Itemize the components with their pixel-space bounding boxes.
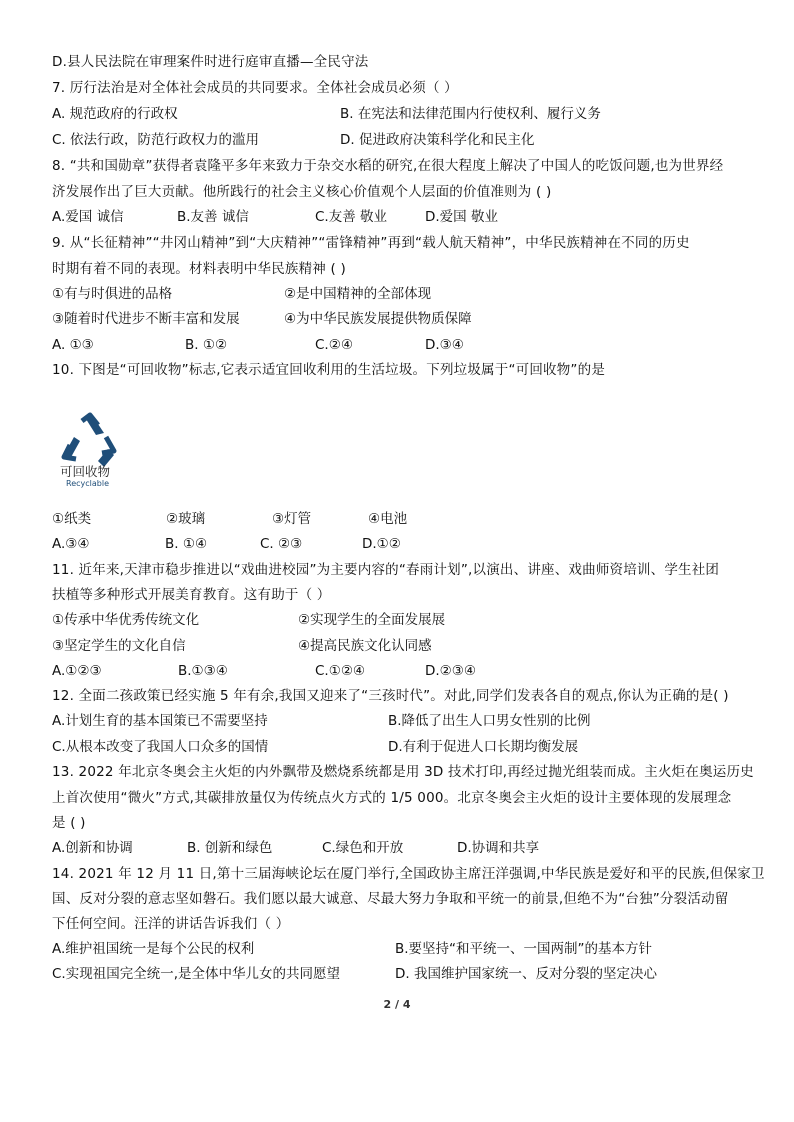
q9-stem-line2: 时期有着不同的表现。材料表明中华民族精神 ( ) (52, 261, 346, 277)
q14-option-d: D. 我国维护国家统一、反对分裂的坚定决心 (395, 966, 657, 982)
q13-option-d: D.协调和共享 (457, 840, 540, 856)
q9-item-2: ②是中国精神的全部体现 (284, 286, 432, 302)
q14-option-a: A.维护祖国统一是每个公民的权利 (52, 941, 255, 957)
q7-option-b: B. 在宪法和法律范围内行使权利、履行义务 (340, 106, 601, 122)
q6-option-d: D.县人民法院在审理案件时进行庭审直播—全民守法 (52, 54, 369, 70)
q11-item-1: ①传承中华优秀传统文化 (52, 612, 200, 628)
q10-item-2: ②玻璃 (166, 511, 206, 527)
q9-option-c: C.②④ (315, 337, 353, 353)
q11-stem-line2: 扶植等多种形式开展美育教育。这有助于（ ） (52, 587, 331, 603)
q8-stem-line2: 济发展作出了巨大贡献。他所践行的社会主义核心价值观个人层面的价值准则为 ( ) (52, 184, 552, 200)
q11-option-d: D.②③④ (425, 663, 476, 679)
q10-item-4: ④电池 (368, 511, 408, 527)
q11-option-a: A.①②③ (52, 663, 102, 679)
q8-option-b: B.友善 诚信 (177, 209, 249, 225)
q11-option-b: B.①③④ (178, 663, 228, 679)
recyclable-label-cn: 可回收物 (60, 464, 111, 479)
q14-option-b: B.要坚持“和平统一、一国两制”的基本方针 (395, 941, 653, 957)
q13-option-b: B. 创新和绿色 (187, 840, 273, 856)
q9-option-d: D.③④ (425, 337, 464, 353)
q7-option-d: D. 促进政府决策科学化和民主化 (340, 132, 535, 148)
q11-item-2: ②实现学生的全面发展展 (298, 612, 446, 628)
q8-option-a: A.爱国 诚信 (52, 209, 124, 225)
q9-stem-line1: 9. 从“长征精神”“井冈山精神”到“大庆精神”“雷锋精神”再到“载人航天精神”，中华民族精神在不同的历史 (52, 235, 690, 251)
q13-option-a: A.创新和协调 (52, 840, 133, 856)
q12-option-c: C.从根本改变了我国人口众多的国情 (52, 739, 269, 755)
q11-option-c: C.①②④ (315, 663, 366, 679)
q10-item-1: ①纸类 (52, 511, 92, 527)
q9-item-3: ③随着时代进步不断丰富和发展 (52, 311, 240, 327)
q12-option-b: B.降低了出生人口男女性别的比例 (388, 713, 591, 729)
q14-stem-line1: 14. 2021 年 12 月 11 日,第十三届海峡论坛在厦门举行,全国政协主席汪洋强调,中华民族是爱好和平的民族,但保家卫 (52, 866, 765, 882)
q8-option-d: D.爱国 敬业 (425, 209, 498, 225)
q8-option-c: C.友善 敬业 (315, 209, 388, 225)
q9-option-b: B. ①② (185, 337, 228, 353)
q12-stem: 12. 全面二孩政策已经实施 5 年有余,我国又迎来了“三孩时代”。对此,同学们发表各自的观点,你认为正确的是( ) (52, 688, 729, 704)
q7-option-c: C. 依法行政，防范行政权力的滥用 (52, 132, 260, 148)
q12-option-d: D.有利于促进人口长期均衡发展 (388, 739, 579, 755)
q13-option-c: C.绿色和开放 (322, 840, 404, 856)
q14-stem-line2: 国、反对分裂的意志坚如磐石。我们愿以最大诚意、尽最大努力争取和平统一的前景,但绝不为“台独”分裂活动留 (52, 891, 729, 907)
q14-option-c: C.实现祖国完全统一,是全体中华儿女的共同愿望 (52, 966, 341, 982)
q13-stem-line1: 13. 2022 年北京冬奥会主火炬的内外飘带及燃烧系统都是用 3D 技术打印,再经过抛光组装而成。主火炬在奥运历史 (52, 764, 754, 780)
q10-stem: 10. 下图是“可回收物”标志,它表示适宜回收利用的生活垃圾。下列垃圾属于“可回收物”的是 (52, 362, 606, 378)
q7-stem: 7. 厉行法治是对全体社会成员的共同要求。全体社会成员必须（ ） (52, 80, 458, 96)
q10-option-b: B. ①④ (165, 536, 208, 552)
q14-stem-line3: 下任何空间。汪洋的讲话告诉我们（ ） (52, 916, 290, 932)
q13-stem-line3: 是 ( ) (52, 815, 86, 831)
q8-stem-line1: 8. “共和国勋章”获得者袁隆平多年来致力于杂交水稻的研究,在很大程度上解决了中国人的吃饭问题,也为世界经 (52, 158, 724, 174)
page-number: 2 / 4 (383, 998, 411, 1011)
q9-item-4: ④为中华民族发展提供物质保障 (284, 311, 472, 327)
q12-option-a: A.计划生育的基本国策已不需要坚持 (52, 713, 268, 729)
q10-option-c: C. ②③ (260, 536, 303, 552)
q10-option-a: A.③④ (52, 536, 90, 552)
q13-stem-line2: 上首次使用“微火”方式,其碳排放量仅为传统点火方式的 1/5 000。北京冬奥会主火炬的设计主要体现的发展理念 (52, 790, 732, 806)
q10-option-d: D.①② (362, 536, 401, 552)
q11-item-3: ③坚定学生的文化自信 (52, 638, 186, 654)
q7-option-a: A. 规范政府的行政权 (52, 106, 178, 122)
q11-item-4: ④提高民族文化认同感 (298, 638, 432, 654)
q9-item-1: ①有与时俱进的品格 (52, 286, 173, 302)
q9-option-a: A. ①③ (52, 337, 94, 353)
q11-stem-line1: 11. 近年来,天津市稳步推进以“戏曲进校园”为主要内容的“春雨计划”,以演出、讲座、戏曲师资培训、学生社团 (52, 562, 720, 578)
recyclable-label-en: Recyclable (66, 479, 109, 488)
q10-item-3: ③灯管 (272, 511, 312, 527)
